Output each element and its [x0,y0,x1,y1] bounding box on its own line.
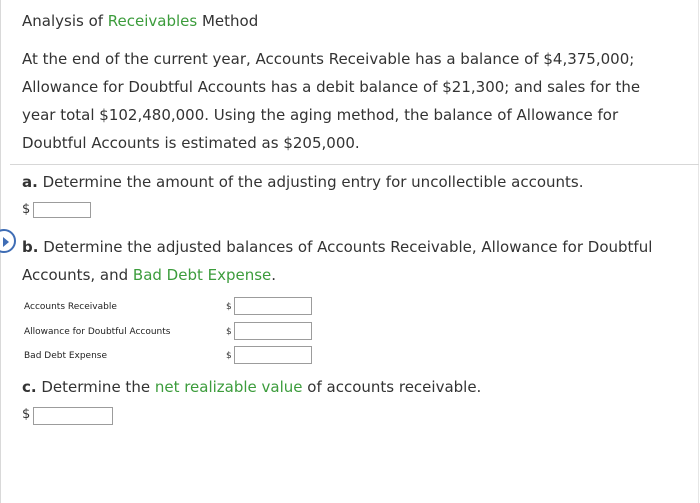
row-label-allowance: Allowance for Doubtful Accounts [24,327,171,337]
row-label-accounts-receivable: Accounts Receivable [24,302,117,312]
part-c-currency: $ [22,407,31,422]
part-a-question [22,173,584,191]
net-realizable-value-link[interactable]: net realizable value [154,378,303,396]
part-a-text: Determine the amount of the adjusting entry for uncollectible accounts. [37,173,584,191]
part-c-answer-input[interactable] [33,407,113,425]
part-a-currency: $ [22,202,31,217]
title-prefix: Analysis of [22,12,108,30]
problem-statement [22,45,692,157]
receivables-link[interactable]: Receivables [107,12,198,30]
part-b-text: Determine the adjusted balances of Accounts Receivable, Allowance for Doubtful [38,238,653,256]
part-b-text2-suffix: . [271,266,277,284]
problem-line: Doubtful Accounts is estimated as $205,000. [22,134,360,152]
part-c-question [22,378,481,396]
row-currency: $ [226,351,232,361]
divider [10,164,699,165]
accounts-receivable-input[interactable] [234,297,312,315]
part-c-text: Determine the [36,378,155,396]
part-b-text2: Accounts, and [22,266,133,284]
part-c-letter: c. [22,378,37,396]
allowance-input[interactable] [234,322,312,340]
page-title [22,12,258,30]
row-currency: $ [226,327,232,337]
title-suffix: Method [197,12,259,30]
row-label-bad-debt-expense: Bad Debt Expense [24,351,108,361]
problem-line: year total $102,480,000. Using the aging method, the balance of Allowance for [22,106,619,124]
bad-debt-expense-input[interactable] [234,346,312,364]
part-a-answer-input[interactable] [33,202,91,218]
bad-debt-expense-link[interactable]: Bad Debt Expense [132,266,272,284]
part-b-question-line2 [22,266,276,284]
problem-line: At the end of the current year, Accounts Receivable has a balance of $4,375,000; [22,50,635,68]
part-b-letter: b. [22,238,39,256]
problem-line: Allowance for Doubtful Accounts has a debit balance of $21,300; and sales for the [22,78,641,96]
part-a-letter: a. [22,173,38,191]
row-currency: $ [226,302,232,312]
part-b-question [22,238,652,256]
part-c-text-suffix: of accounts receivable. [302,378,482,396]
